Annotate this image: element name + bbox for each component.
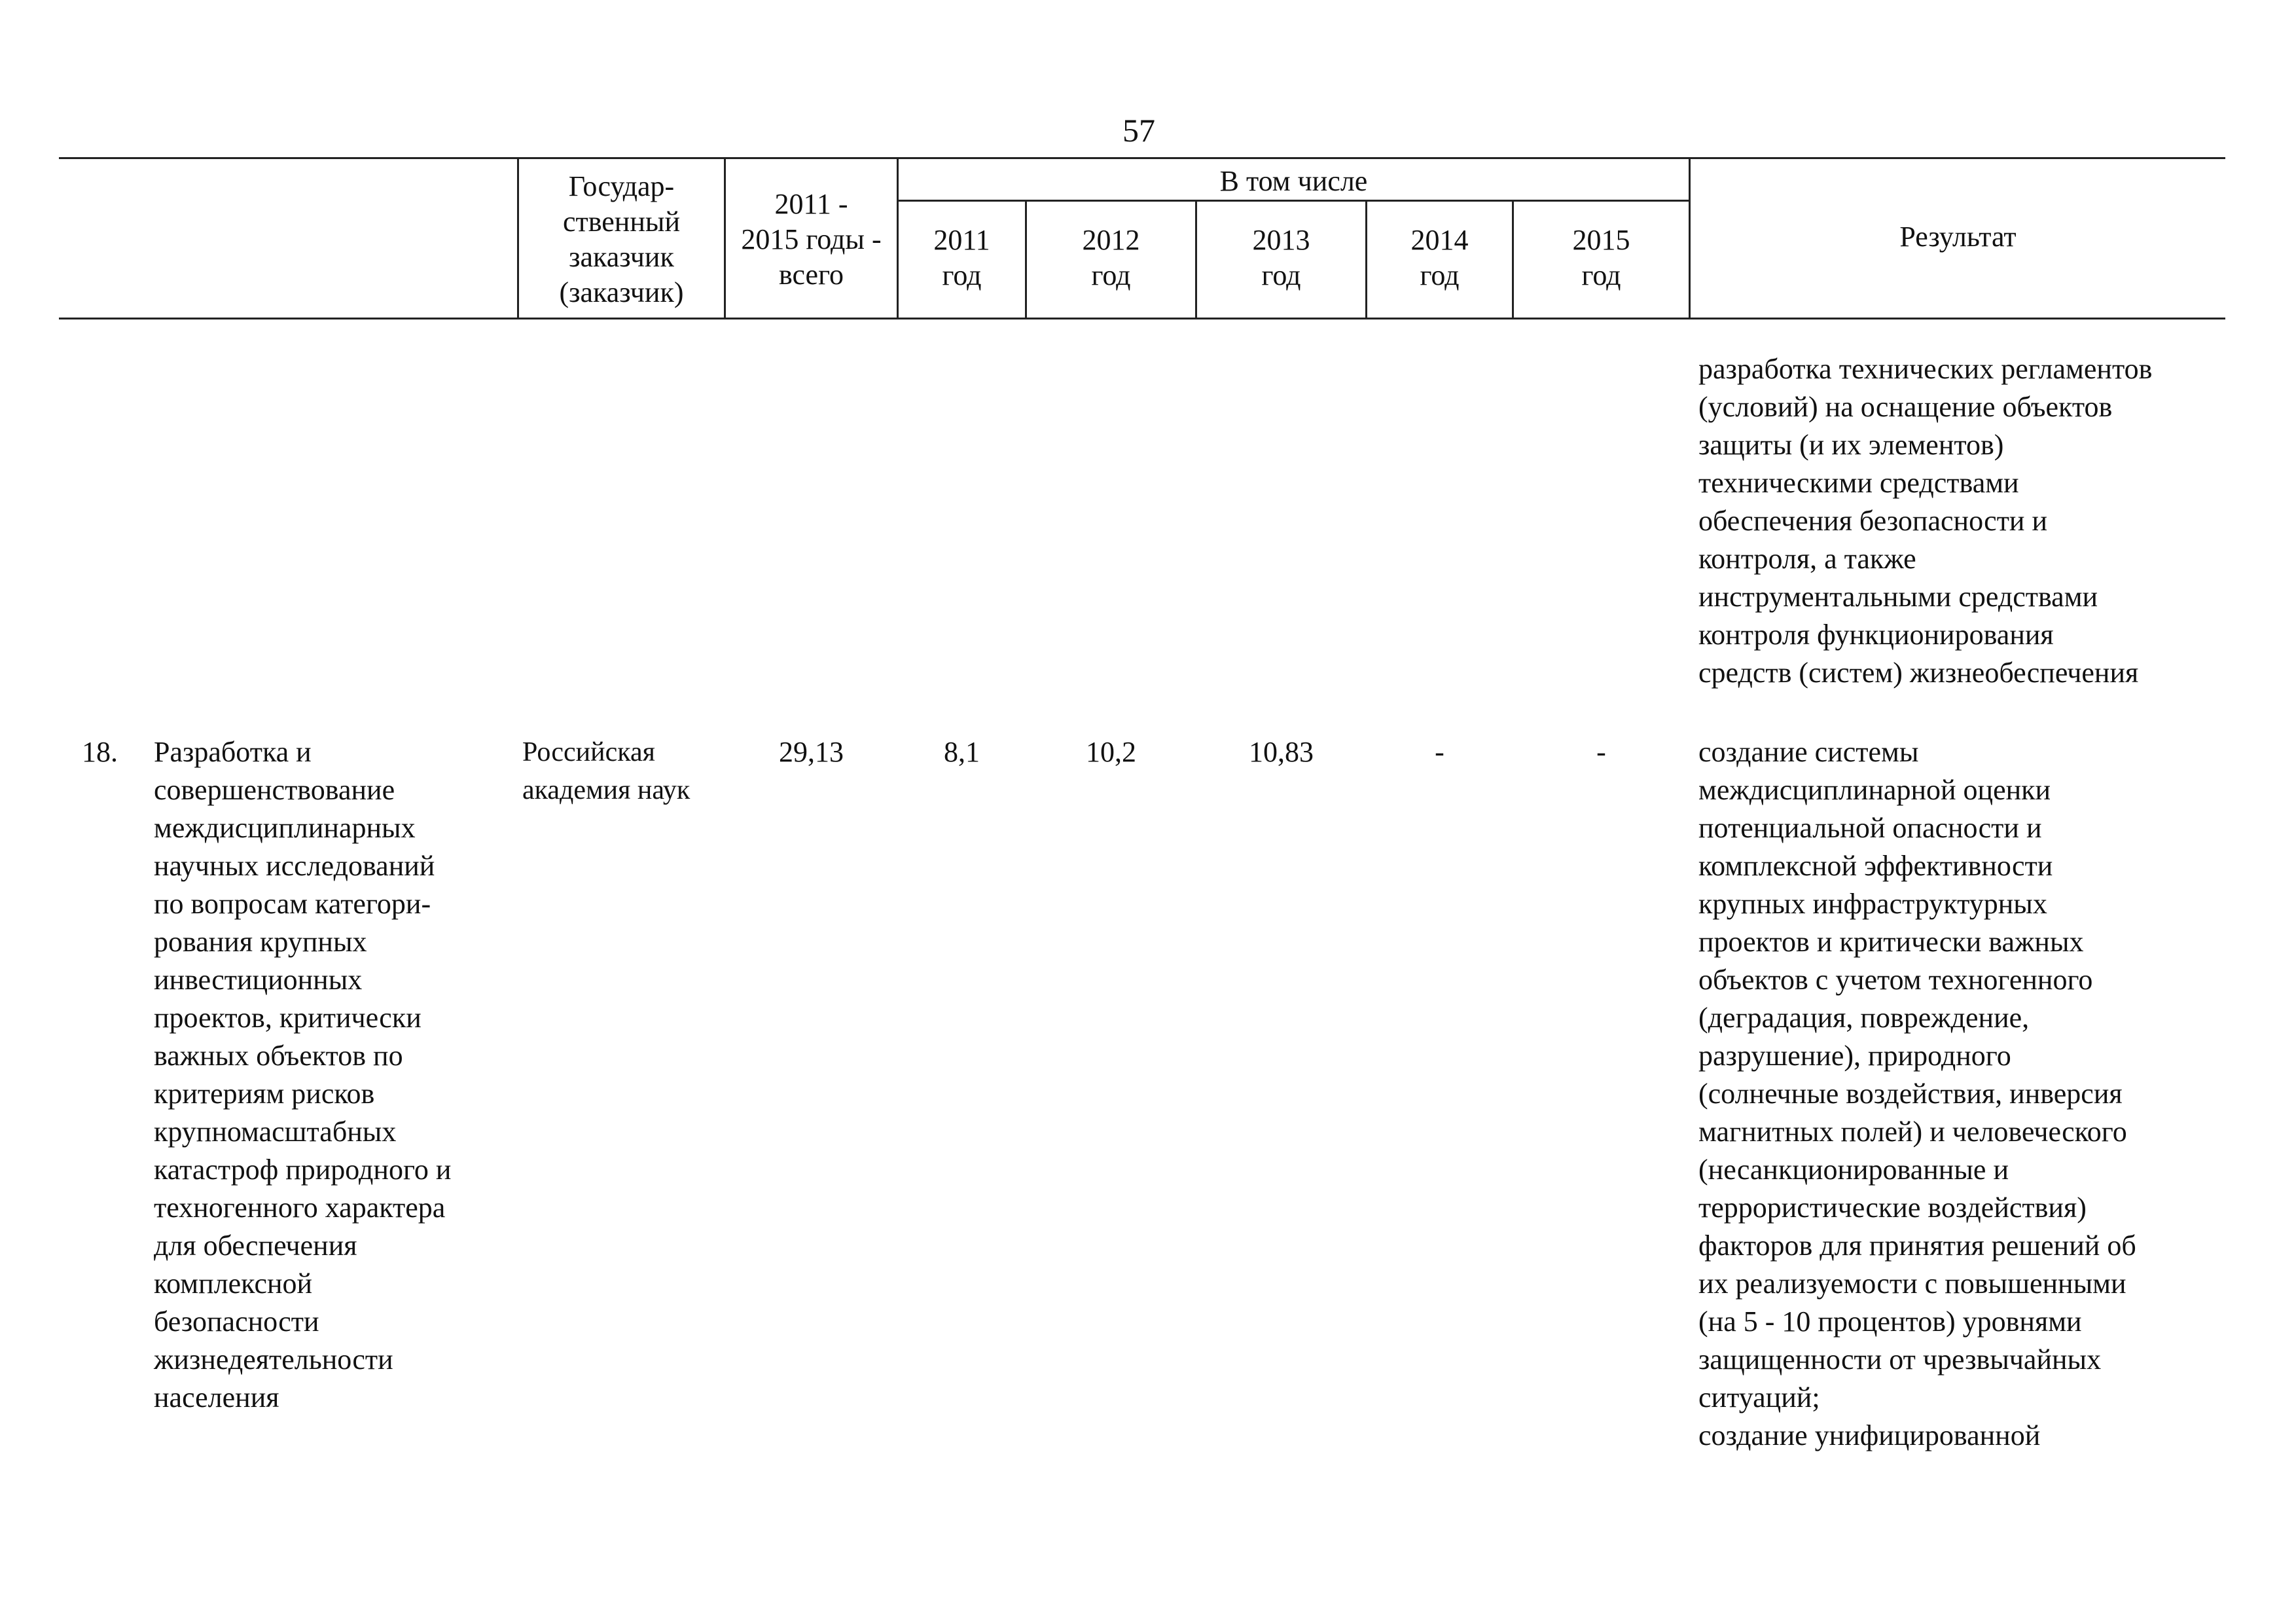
header-group: В том числе [1219,165,1368,197]
continuation-result: разработка технических регламентов (условий) на оснащение объектов защиты (и их элементов) техническими средствами обеспечения безопасности и контроля, а также инструментальными средствами контроля функционирования средств (систем) жизнеобеспечения [1698,353,2153,689]
header-customer: Государ- ственный заказчик (заказчик) [559,170,684,308]
row-2012: 10,2 [1086,736,1136,768]
header-year-2012: 2012 год [1082,224,1140,291]
header-year-2014: 2014 год [1410,224,1469,291]
header-result: Результат [1899,221,2017,253]
header-year-2015: 2015 год [1572,224,1630,291]
row-2011: 8,1 [944,736,980,768]
row-2015: - [1596,736,1606,768]
header-year-2013: 2013 год [1252,224,1310,291]
row-name: Разработка и совершенствование междисциплинарных научных исследований по вопросам категори- рования крупных инвестиционных проектов, критически важных объектов по критериям рисков крупномасштабных катастроф природного и техногенного характера для обеспечения комплексной безопасности жизнедеятельности населения [154,736,452,1413]
row-customer: Российская академия наук [522,737,691,805]
header-top-rule [59,157,2225,159]
row-result: создание системы междисциплинарной оценки потенциальной опасности и комплексной эффективности крупных инфраструктурных проектов и критически важных объектов с учетом техногенного (деградация, повреждение, разрушение), природного (солнечные воздействия, инверсия магнитных полей) и человеческого (несанкционированные и террористические воздействия) факторов для принятия решений об их реализуемости с повышенными (на 5 - 10 процентов) уровнями защищенности от чрезвычайных ситуаций; создание унифицированной [1698,736,2136,1451]
header-bottom-rule [59,318,2225,319]
header-year-2011: 2011 год [933,224,990,291]
row-2014: - [1435,736,1444,768]
header-total: 2011 - 2015 годы - всего [741,188,882,291]
years-group-rule [897,200,1689,202]
page-number: 57 [1122,112,1155,149]
row-number: 18. [82,736,118,768]
row-2013: 10,83 [1249,736,1314,768]
row-total: 29,13 [779,736,844,768]
